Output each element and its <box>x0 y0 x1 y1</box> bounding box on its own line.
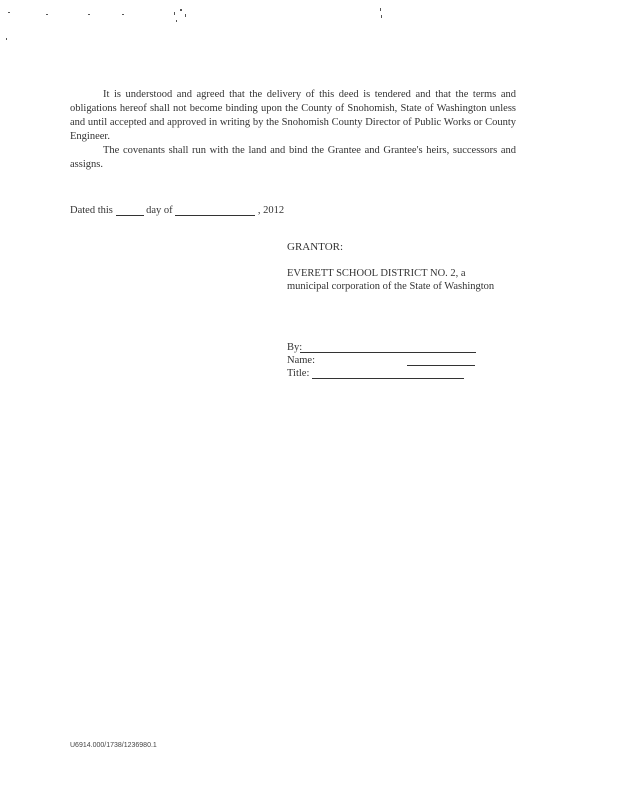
signature-by-line <box>300 352 476 353</box>
acceptance-paragraph: It is understood and agreed that the delivery of this deed is tendered and that the terms and obligations hereof shall not become binding upon the County of Snohomish, State of Washington unless and until accepted and approved in writing by the Snohomish County Director of Public Works or County Engineer. <box>70 89 516 142</box>
dated-line <box>70 205 284 216</box>
signature-by-label: By: <box>287 342 303 353</box>
covenants-paragraph: The covenants shall run with the land and bind the Grantee and Grantee's heirs, successors and assigns. <box>70 145 516 170</box>
day-blank <box>116 205 144 216</box>
month-blank <box>175 205 255 216</box>
dated-year: , 2012 <box>257 205 285 216</box>
signature-name-line <box>407 365 475 366</box>
dated-prefix: Dated this <box>70 205 113 216</box>
grantor-heading: GRANTOR: <box>287 241 344 253</box>
grantor-entity: EVERETT SCHOOL DISTRICT NO. 2, a municipal corporation of the State of Washington <box>287 268 495 292</box>
document-footer-code: U6914.000/1738/1236980.1 <box>70 742 157 749</box>
dated-day-of: day of <box>146 205 173 216</box>
signature-title-line <box>312 378 464 379</box>
signature-name-label: Name: <box>287 355 315 366</box>
signature-title-label: Title: <box>287 368 310 379</box>
